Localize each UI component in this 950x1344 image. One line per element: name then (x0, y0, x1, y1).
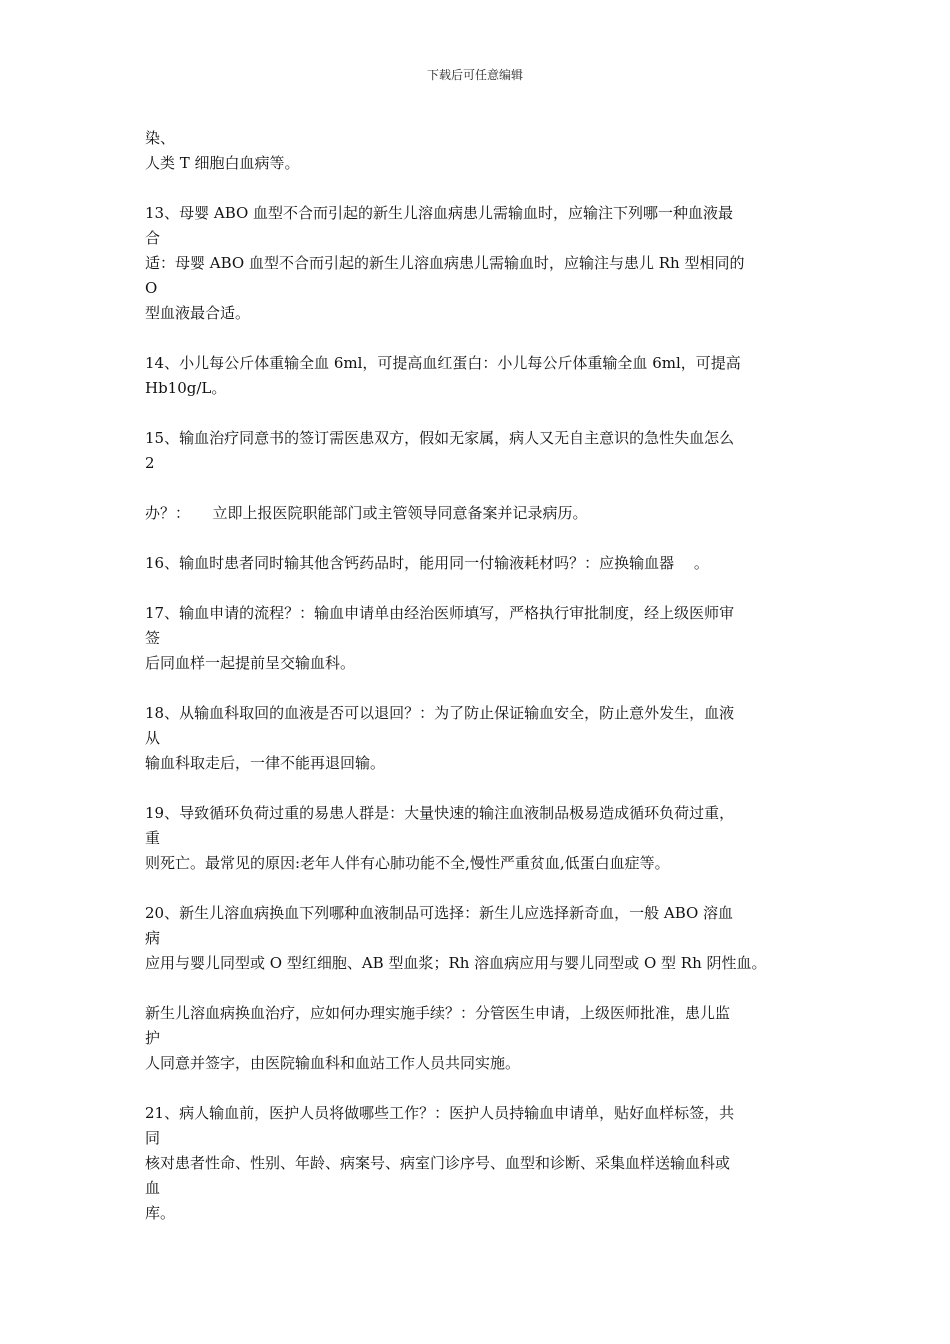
paragraph-line: 19、导致循环负荷过重的易患人群是：大量快速的输注血液制品极易造成循环负荷过重， (145, 804, 735, 822)
paragraph-line: 血 (145, 1179, 161, 1197)
paragraph-line: 从 (145, 729, 161, 747)
paragraph (145, 426, 825, 476)
paragraph-line: 重 (145, 829, 161, 847)
paragraph-line: 染、 (145, 129, 176, 147)
paragraph (145, 126, 825, 176)
paragraph (145, 701, 825, 776)
paragraph (145, 501, 825, 526)
paragraph-line: 18、从输血科取回的血液是否可以退回？：为了防止保证输血安全，防止意外发生，血液 (145, 704, 735, 722)
page-header: 下载后可任意编辑 (426, 68, 523, 82)
paragraph-line: 库。 (145, 1204, 176, 1222)
paragraph-line: 适：母婴 ABO 血型不合而引起的新生儿溶血病患儿需输血时，应输注与患儿 Rh 型相同的 (145, 254, 745, 272)
paragraph (145, 201, 825, 326)
paragraph-line: 后同血样一起提前呈交输血科。 (145, 654, 356, 672)
paragraph (145, 901, 825, 976)
paragraph-line: 20、新生儿溶血病换血下列哪种血液制品可选择：新生儿应选择新奇血，一般 ABO 溶血 (145, 904, 734, 922)
paragraph-line: 则死亡。最常见的原因:老年人伴有心肺功能不全,慢性严重贫血,低蛋白血症等。 (145, 854, 670, 872)
paragraph-line: 13、母婴 ABO 血型不合而引起的新生儿溶血病患儿需输血时，应输注下列哪一种血液最 (145, 204, 734, 222)
paragraph (145, 551, 825, 576)
paragraph (145, 351, 825, 401)
paragraph-line: 16、输血时患者同时输其他含钙药品时，能用同一付输液耗材吗？：应换输血器 。 (145, 554, 709, 572)
paragraph-line: 新生儿溶血病换血治疗，应如何办理实施手续？：分管医生申请，上级医师批准，患儿监 (145, 1004, 731, 1022)
paragraph-line: O (145, 279, 158, 297)
paragraph-line: 应用与婴儿同型或 O 型红细胞、AB 型血浆；Rh 溶血病应用与婴儿同型或 O 型 Rh 阴性血。 (145, 954, 767, 972)
paragraph-line: 同 (145, 1129, 161, 1147)
paragraph-line: 合 (145, 229, 161, 247)
paragraph-line: 人同意并签字，由医院输血科和血站工作人员共同实施。 (145, 1054, 521, 1072)
paragraph-line: 15、输血治疗同意书的签订需医患双方，假如无家属，病人又无自主意识的急性失血怎么 (145, 429, 735, 447)
paragraph-line: 14、小儿每公斤体重输全血 6ml，可提高血红蛋白：小儿每公斤体重输全血 6ml，可提高 (145, 354, 741, 372)
paragraph-line: 签 (145, 629, 161, 647)
paragraph-line: 护 (145, 1029, 161, 1047)
paragraph-line: 输血科取走后，一律不能再退回输。 (145, 754, 386, 772)
document-body (145, 126, 825, 1251)
paragraph (145, 601, 825, 676)
paragraph-line: 2 (145, 454, 155, 472)
paragraph-line: 人类 T 细胞白血病等。 (145, 154, 300, 172)
paragraph-line: Hb10g/L。 (145, 379, 227, 397)
paragraph-line: 病 (145, 929, 161, 947)
paragraph (145, 801, 825, 876)
paragraph-line: 核对患者性命、性别、年龄、病案号、病室门诊序号、血型和诊断、采集血样送输血科或 (145, 1154, 731, 1172)
paragraph (145, 1101, 825, 1226)
paragraph-line: 办？： 立即上报医院职能部门或主管领导同意备案并记录病历。 (145, 504, 588, 522)
paragraph-line: 21、病人输血前，医护人员将做哪些工作？：医护人员持输血申请单，贴好血样标签，共 (145, 1104, 735, 1122)
paragraph-line: 型血液最合适。 (145, 304, 251, 322)
paragraph-line: 17、输血申请的流程？：输血申请单由经治医师填写，严格执行审批制度，经上级医师审 (145, 604, 735, 622)
paragraph (145, 1001, 825, 1076)
